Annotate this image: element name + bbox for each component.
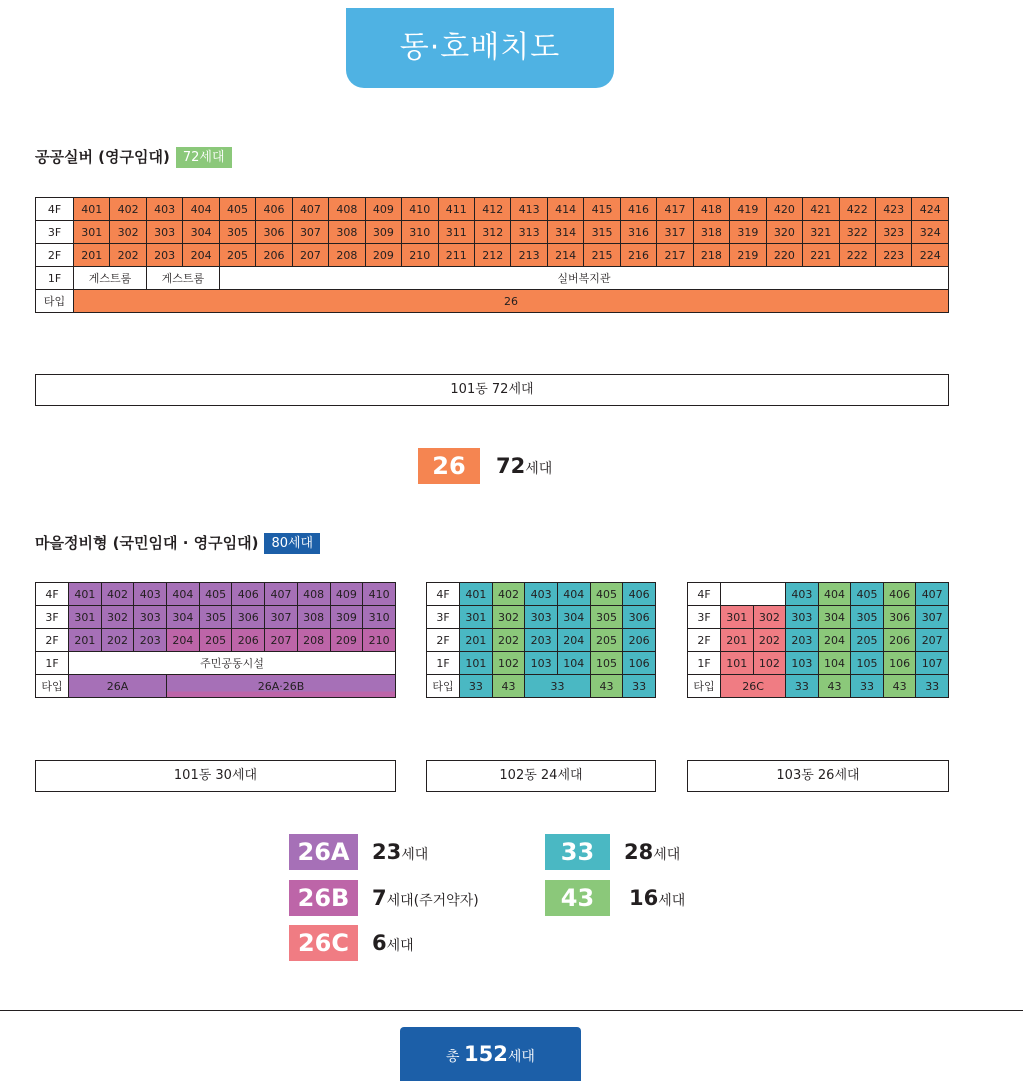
unit-cell: 304: [818, 606, 851, 629]
section2-title: [35, 532, 320, 554]
type-cell-43: 43: [590, 675, 623, 698]
building-102-table: [426, 582, 656, 698]
unit-cell: 412: [474, 198, 510, 221]
legend-count: 7: [372, 886, 387, 910]
unit-cell: 314: [547, 221, 583, 244]
unit-cell: 206: [883, 629, 916, 652]
unit-cell: 322: [839, 221, 875, 244]
unit-cell: 303: [525, 606, 558, 629]
unit-cell: 403: [146, 198, 182, 221]
unit-cell: 209: [365, 244, 401, 267]
type-cell-33: 33: [786, 675, 819, 698]
section2-count-badge: 80세대: [264, 533, 320, 554]
section1-title: [35, 146, 232, 168]
floor-label-3f: 3F: [427, 606, 460, 629]
type-cell-26c: 26C: [721, 675, 786, 698]
unit-cell: 321: [803, 221, 839, 244]
unit-cell: 308: [329, 221, 365, 244]
unit-cell: 212: [474, 244, 510, 267]
legend-unit: 세대: [386, 938, 414, 954]
unit-cell: 406: [256, 198, 292, 221]
unit-cell: 319: [730, 221, 766, 244]
unit-cell: 323: [875, 221, 911, 244]
unit-cell: 404: [183, 198, 219, 221]
building-101-label: 101동 72세대: [35, 374, 949, 406]
unit-cell: 402: [492, 583, 525, 606]
type-cell-43: 43: [818, 675, 851, 698]
unit-cell: 202: [101, 629, 134, 652]
unit-cell: 224: [912, 244, 949, 267]
unit-cell: 219: [730, 244, 766, 267]
unit-cell: 409: [330, 583, 363, 606]
unit-cell: 416: [620, 198, 656, 221]
unit-cell: 214: [547, 244, 583, 267]
type-row-label: 타입: [36, 290, 74, 313]
floor-label-1f: 1F: [688, 652, 721, 675]
floor-label-4f: 4F: [36, 198, 74, 221]
floor-label-4f: 4F: [36, 583, 69, 606]
unit-cell: 403: [786, 583, 819, 606]
unit-cell: 304: [167, 606, 200, 629]
unit-cell: 302: [101, 606, 134, 629]
legend-text-26a: [372, 834, 428, 870]
unit-cell: 106: [883, 652, 916, 675]
unit-cell: 211: [438, 244, 474, 267]
unit-cell: 401: [460, 583, 493, 606]
unit-cell: 205: [219, 244, 255, 267]
unit-cell: 102: [492, 652, 525, 675]
unit-cell: 403: [525, 583, 558, 606]
unit-cell: 305: [219, 221, 255, 244]
unit-cell: 203: [786, 629, 819, 652]
unit-cell: 405: [590, 583, 623, 606]
unit-cell: 207: [292, 244, 328, 267]
unit-cell: 205: [199, 629, 232, 652]
floor-label-1f: 1F: [427, 652, 460, 675]
unit-cell: 307: [292, 221, 328, 244]
unit-cell: 409: [365, 198, 401, 221]
unit-cell: 302: [110, 221, 146, 244]
legend-chip-33: 33: [545, 834, 610, 870]
unit-cell: 406: [623, 583, 656, 606]
unit-cell: 410: [402, 198, 438, 221]
legend-unit: 세대(주거약자): [386, 893, 479, 909]
unit-cell: 301: [721, 606, 754, 629]
unit-cell: 307: [916, 606, 949, 629]
floor-label-2f: 2F: [36, 629, 69, 652]
unit-cell: 419: [730, 198, 766, 221]
unit-cell: 209: [330, 629, 363, 652]
unit-cell: 303: [146, 221, 182, 244]
legend-chip-26a: 26A: [289, 834, 358, 870]
building-101-label: 101동 30세대: [35, 760, 396, 792]
unit-cell: 309: [330, 606, 363, 629]
legend-count: 72: [496, 454, 526, 478]
unit-cell: 411: [438, 198, 474, 221]
unit-cell: 204: [183, 244, 219, 267]
unit-cell: 204: [167, 629, 200, 652]
unit-cell: 415: [584, 198, 620, 221]
unit-cell: 106: [623, 652, 656, 675]
unit-cell: 311: [438, 221, 474, 244]
unit-cell: 215: [584, 244, 620, 267]
floor-label-1f: 1F: [36, 652, 69, 675]
total-households-button[interactable]: [400, 1027, 581, 1081]
unit-cell: 308: [297, 606, 330, 629]
unit-cell: 208: [297, 629, 330, 652]
building-103-table: [687, 582, 949, 698]
unit-cell: 101: [460, 652, 493, 675]
legend-chip-26b: 26B: [289, 880, 358, 916]
silver-welfare-center-cell: 실버복지관: [219, 267, 948, 290]
type-cell-26: 26: [74, 290, 949, 313]
legend-text-43: [629, 880, 685, 916]
unit-cell: 103: [786, 652, 819, 675]
unit-cell: 405: [851, 583, 884, 606]
legend-count: 28: [624, 840, 654, 864]
section1-title-text: 공공실버 (영구임대): [35, 148, 170, 166]
unit-cell: 206: [256, 244, 292, 267]
floor-label-4f: 4F: [427, 583, 460, 606]
legend-text-26: [496, 448, 552, 484]
unit-cell: 406: [232, 583, 265, 606]
unit-cell: 221: [803, 244, 839, 267]
unit-cell: 422: [839, 198, 875, 221]
legend-chip-26c: 26C: [289, 925, 358, 961]
section1-floor-table: [35, 197, 949, 313]
unit-cell: 220: [766, 244, 802, 267]
unit-cell: 309: [365, 221, 401, 244]
unit-cell: 205: [590, 629, 623, 652]
guest-room-cell: 게스트룸: [74, 267, 147, 290]
unit-cell: 303: [786, 606, 819, 629]
unit-cell: 302: [753, 606, 786, 629]
unit-cell: 403: [134, 583, 167, 606]
unit-cell: 410: [363, 583, 396, 606]
type-cell-33: 33: [525, 675, 590, 698]
unit-cell: 208: [329, 244, 365, 267]
unit-cell: 203: [146, 244, 182, 267]
unit-cell: 204: [818, 629, 851, 652]
unit-cell: 315: [584, 221, 620, 244]
unit-cell: 405: [199, 583, 232, 606]
section1-count-badge: 72세대: [176, 147, 232, 168]
type-row-label: 타입: [36, 675, 69, 698]
unit-cell: 423: [875, 198, 911, 221]
unit-cell: 202: [753, 629, 786, 652]
type-cell-43: 43: [883, 675, 916, 698]
legend-chip-26: 26: [418, 448, 480, 484]
unit-cell: 414: [547, 198, 583, 221]
legend-text-26c: [372, 925, 414, 961]
unit-cell: 204: [557, 629, 590, 652]
type-row-label: 타입: [427, 675, 460, 698]
unit-cell: 310: [363, 606, 396, 629]
floor-label-1f: 1F: [36, 267, 74, 290]
type-cell-33: 33: [851, 675, 884, 698]
floor-label-2f: 2F: [427, 629, 460, 652]
unit-cell: 305: [851, 606, 884, 629]
unit-cell: 203: [525, 629, 558, 652]
unit-cell: 206: [623, 629, 656, 652]
unit-cell: 104: [818, 652, 851, 675]
unit-cell: 213: [511, 244, 547, 267]
unit-cell: 304: [557, 606, 590, 629]
unit-cell: 102: [753, 652, 786, 675]
unit-cell: 201: [721, 629, 754, 652]
unit-cell: 413: [511, 198, 547, 221]
type-row-label: 타입: [688, 675, 721, 698]
unit-cell: 216: [620, 244, 656, 267]
unit-cell: 101: [721, 652, 754, 675]
building-102-label: 102동 24세대: [426, 760, 656, 792]
unit-cell: 401: [74, 198, 110, 221]
unit-cell: 305: [199, 606, 232, 629]
total-unit: 세대: [507, 1049, 535, 1065]
unit-cell: 306: [623, 606, 656, 629]
unit-cell: 402: [110, 198, 146, 221]
unit-cell: 316: [620, 221, 656, 244]
unit-cell: 324: [912, 221, 949, 244]
unit-cell: 304: [183, 221, 219, 244]
unit-cell: 302: [492, 606, 525, 629]
legend-text-33: [624, 834, 680, 870]
empty-cell: [721, 583, 786, 606]
type-cell-33: 33: [916, 675, 949, 698]
unit-cell: 207: [265, 629, 298, 652]
unit-cell: 401: [69, 583, 102, 606]
unit-cell: 417: [657, 198, 693, 221]
unit-cell: 407: [292, 198, 328, 221]
unit-cell: 306: [883, 606, 916, 629]
unit-cell: 313: [511, 221, 547, 244]
community-facility-cell: 주민공동시설: [69, 652, 396, 675]
unit-cell: 307: [265, 606, 298, 629]
unit-cell: 301: [74, 221, 110, 244]
unit-cell: 305: [590, 606, 623, 629]
unit-cell: 404: [557, 583, 590, 606]
unit-cell: 301: [460, 606, 493, 629]
unit-cell: 203: [134, 629, 167, 652]
floor-label-2f: 2F: [688, 629, 721, 652]
unit-cell: 408: [297, 583, 330, 606]
section2-title-text: 마을정비형 (국민임대 · 영구임대): [35, 534, 259, 552]
unit-cell: 405: [219, 198, 255, 221]
building-103-label: 103동 26세대: [687, 760, 949, 792]
unit-cell: 406: [883, 583, 916, 606]
unit-cell: 210: [363, 629, 396, 652]
unit-cell: 206: [232, 629, 265, 652]
floor-label-3f: 3F: [36, 606, 69, 629]
type-cell-26a: 26A: [69, 675, 167, 698]
unit-cell: 105: [851, 652, 884, 675]
unit-cell: 418: [693, 198, 729, 221]
footer-divider: [0, 1010, 1023, 1011]
unit-cell: 312: [474, 221, 510, 244]
unit-cell: 404: [818, 583, 851, 606]
legend-unit: 세대: [653, 847, 681, 863]
unit-cell: 210: [402, 244, 438, 267]
unit-cell: 207: [916, 629, 949, 652]
type-cell-33: 33: [623, 675, 656, 698]
legend-chip-43: 43: [545, 880, 610, 916]
unit-cell: 407: [916, 583, 949, 606]
unit-cell: 202: [110, 244, 146, 267]
unit-cell: 404: [167, 583, 200, 606]
unit-cell: 205: [851, 629, 884, 652]
unit-cell: 424: [912, 198, 949, 221]
unit-cell: 303: [134, 606, 167, 629]
unit-cell: 306: [232, 606, 265, 629]
guest-room-cell: 게스트룸: [146, 267, 219, 290]
legend-count: 23: [372, 840, 402, 864]
unit-cell: 217: [657, 244, 693, 267]
unit-cell: 107: [916, 652, 949, 675]
unit-cell: 421: [803, 198, 839, 221]
unit-cell: 222: [839, 244, 875, 267]
floor-label-2f: 2F: [36, 244, 74, 267]
building-101-table: [35, 582, 396, 698]
total-prefix: 총: [446, 1049, 460, 1065]
floor-label-3f: 3F: [36, 221, 74, 244]
floor-label-3f: 3F: [688, 606, 721, 629]
unit-cell: 402: [101, 583, 134, 606]
unit-cell: 408: [329, 198, 365, 221]
unit-cell: 201: [74, 244, 110, 267]
unit-cell: 420: [766, 198, 802, 221]
unit-cell: 103: [525, 652, 558, 675]
unit-cell: 310: [402, 221, 438, 244]
legend-text-26b: [372, 880, 479, 916]
legend-count: 16: [629, 886, 659, 910]
legend-unit: 세대: [658, 893, 686, 909]
total-count: 152: [464, 1042, 508, 1066]
unit-cell: 407: [265, 583, 298, 606]
type-cell-26a-26b: 26A·26B: [167, 675, 396, 698]
type-cell-43: 43: [492, 675, 525, 698]
unit-cell: 301: [69, 606, 102, 629]
page-title: 동·호배치도: [346, 8, 614, 88]
floor-label-4f: 4F: [688, 583, 721, 606]
unit-cell: 306: [256, 221, 292, 244]
unit-cell: 201: [460, 629, 493, 652]
unit-cell: 223: [875, 244, 911, 267]
legend-unit: 세대: [401, 847, 429, 863]
unit-cell: 317: [657, 221, 693, 244]
unit-cell: 201: [69, 629, 102, 652]
unit-cell: 202: [492, 629, 525, 652]
legend-count: 6: [372, 931, 387, 955]
legend-unit: 세대: [525, 461, 553, 477]
unit-cell: 105: [590, 652, 623, 675]
unit-cell: 320: [766, 221, 802, 244]
unit-cell: 218: [693, 244, 729, 267]
type-cell-33: 33: [460, 675, 493, 698]
unit-cell: 104: [557, 652, 590, 675]
unit-cell: 318: [693, 221, 729, 244]
